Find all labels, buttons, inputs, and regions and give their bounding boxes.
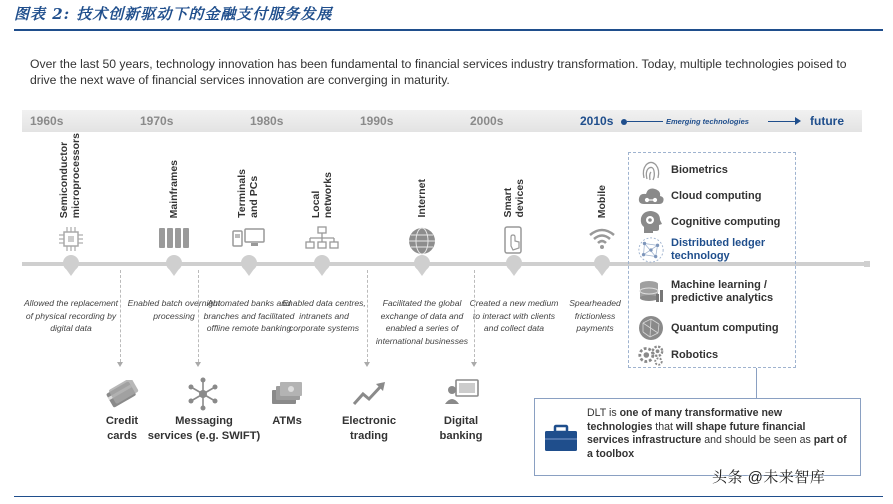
tech-label-semiconductor: Semiconductor microprocessors: [58, 132, 82, 218]
bottom-rule: [14, 496, 883, 497]
tech-label-internet: Internet: [416, 179, 428, 218]
chip-icon: [57, 226, 85, 252]
machine-learning-icon: [637, 278, 665, 306]
tech-label-terminals: Terminals and PCs: [236, 169, 260, 218]
emerging-technologies-box: [628, 152, 796, 368]
ledger-network-icon: [637, 235, 665, 265]
era-1960s: 1960s: [30, 114, 64, 128]
impact-label-atms: ATMs: [272, 415, 302, 427]
messaging-network-icon: [186, 377, 220, 411]
connector-arrow-icon: [364, 362, 370, 367]
title-rule: [14, 29, 883, 31]
emerging-line: [627, 121, 663, 122]
tech-label-mainframes: Mainframes: [168, 159, 180, 218]
tech-description: Enabled batch overnight processing: [127, 298, 221, 321]
emerging-item-machine-learning: Machine learning / predictive analytics: [637, 279, 773, 305]
emerging-item-biometrics: Biometrics: [637, 157, 728, 183]
dlt-callout-text: DLT is one of many transformative new technologies that will shape future financial services infrastructure and should be seen as part of a toolbox: [587, 407, 847, 460]
connector-arrow-icon: [117, 362, 123, 367]
tech-label-local-networks: Local networks: [310, 171, 334, 218]
future-label: future: [810, 114, 844, 128]
globe-icon: [406, 226, 438, 256]
tech-description: Facilitated the global exchange of data and enabled a series of international businesses: [375, 298, 469, 346]
emerging-item-quantum: Quantum computing: [637, 315, 779, 341]
trading-chart-icon: [352, 380, 388, 408]
impact-label-electronic-trading: Electronic trading: [341, 415, 397, 442]
cash-icon: [270, 380, 304, 408]
tech-label-mobile: Mobile: [596, 184, 608, 218]
gear-head-icon: [638, 209, 664, 235]
future-arrow-icon: [795, 117, 801, 125]
timeline-marker: [414, 255, 430, 271]
network-icon: [305, 226, 339, 250]
quantum-icon: [637, 314, 665, 342]
impact-label-digital-banking: Digital banking: [439, 415, 483, 442]
terminal-pc-icon: [232, 226, 266, 250]
digital-banking-icon: [444, 378, 480, 408]
tech-description: Spearheaded frictionless payments: [569, 298, 621, 333]
connector-arrow-icon: [195, 362, 201, 367]
emerging-item-cognitive: Cognitive computing: [637, 209, 780, 235]
era-1990s: 1990s: [360, 114, 394, 128]
future-line: [768, 121, 796, 122]
timeline-marker: [63, 255, 79, 271]
timeline-end: [864, 261, 870, 267]
watermark: 头条 @未来智库: [712, 469, 826, 486]
connector-line: [198, 270, 199, 362]
timeline-marker: [241, 255, 257, 271]
dlt-callout-pointer: [756, 368, 757, 398]
gears-icon: [637, 343, 665, 367]
tech-label-smart-devices: Smart devices: [502, 179, 526, 218]
timeline-marker: [166, 255, 182, 271]
connector-line: [367, 270, 368, 362]
cloud-icon: [637, 185, 665, 207]
connector-line: [120, 270, 121, 362]
smart-device-icon: [500, 226, 528, 256]
tech-description: Created a new medium to interact with clients and collect data: [469, 298, 559, 333]
timeline-marker: [314, 255, 330, 271]
tech-description: Enabled data centres, intranets and corporate systems: [282, 298, 366, 333]
emerging-item-dlt: Distributed ledger technology: [637, 237, 765, 263]
emerging-dot: [621, 119, 627, 125]
emerging-label: Emerging technologies: [666, 117, 749, 126]
tech-description: Allowed the replacement of physical recording by digital data: [23, 298, 119, 333]
wifi-icon: [588, 226, 616, 250]
connector-arrow-icon: [471, 362, 477, 367]
impact-label-credit-cards: Credit cards: [105, 415, 139, 442]
era-1980s: 1980s: [250, 114, 284, 128]
connector-line: [474, 270, 475, 362]
fingerprint-icon: [640, 158, 662, 182]
intro-text: Over the last 50 years, technology innovation has been fundamental to financial services industry transformation. Today, multiple technologies poised to drive the next wave of financial services innovation are converging in maturity.: [30, 57, 847, 87]
emerging-item-cloud: Cloud computing: [637, 183, 761, 209]
timeline-marker: [506, 255, 522, 271]
timeline-marker: [594, 255, 610, 271]
credit-card-icon: [104, 380, 140, 408]
era-1970s: 1970s: [140, 114, 174, 128]
tech-description: Automated banks and branches and facilitated offline remote banking: [203, 298, 295, 333]
era-2010s: 2010s: [580, 114, 614, 128]
toolbox-icon: [544, 424, 578, 452]
emerging-item-robotics: Robotics: [637, 342, 718, 368]
era-2000s: 2000s: [470, 114, 504, 128]
figure-title: 图表 2: 技术创新驱动下的金融支付服务发展: [14, 5, 333, 23]
mainframe-icon: [158, 226, 190, 250]
impact-label-messaging: Messaging services (e.g. SWIFT): [147, 415, 261, 442]
